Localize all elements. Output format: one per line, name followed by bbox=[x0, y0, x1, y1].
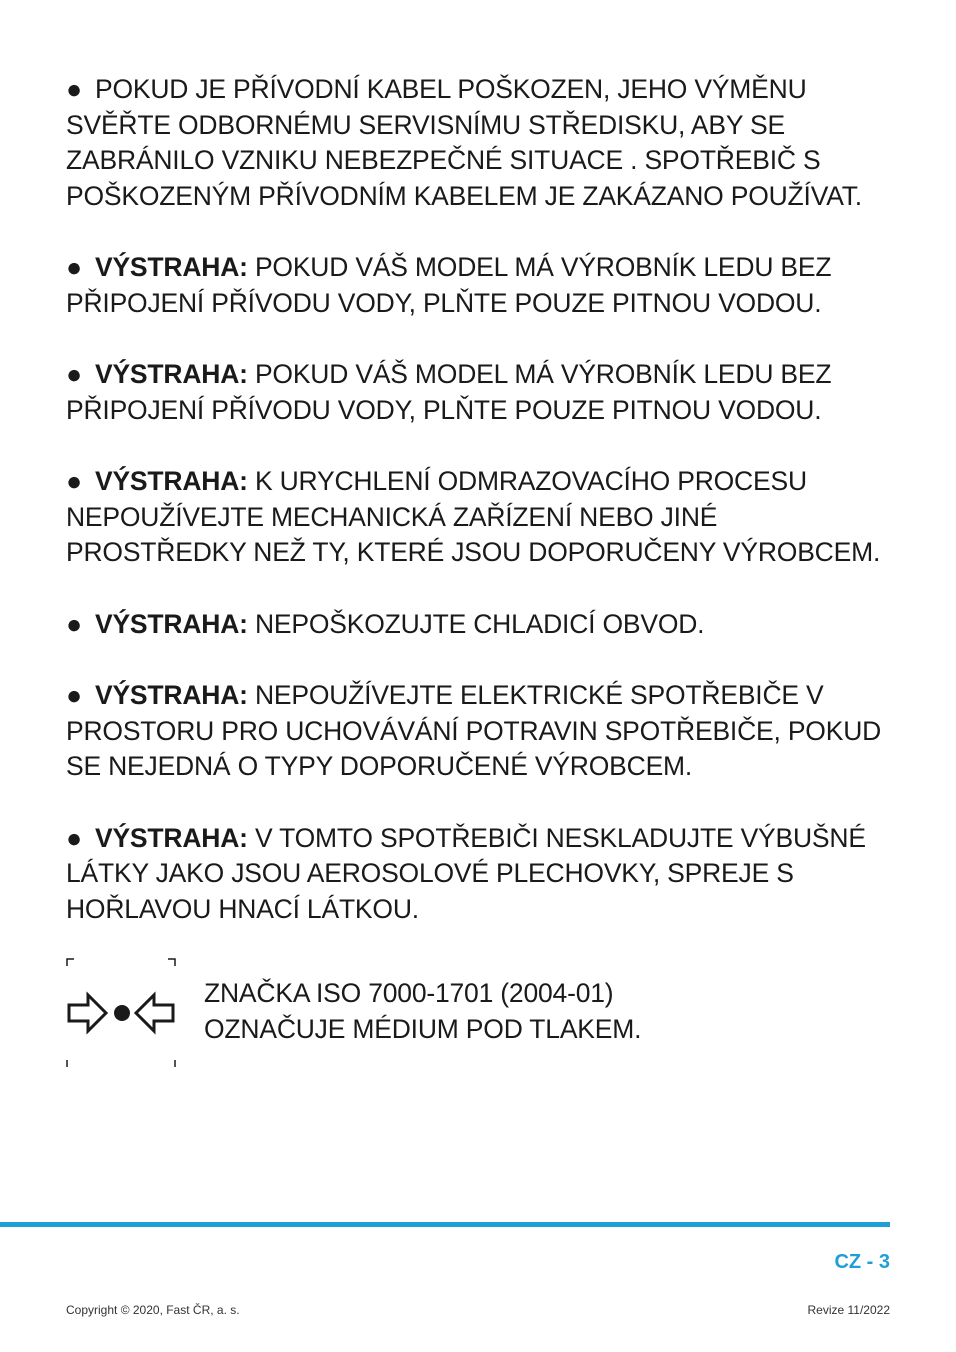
warning-label: VÝSTRAHA: bbox=[94, 608, 248, 639]
warning-text: V TOMTO SPOTŘEBIČI NESKLADUJTE VÝBUŠNÉ LÁTKY JAKO JSOU AEROSOLOVÉ PLECHOVKY, SPREJE S HOŘLAVOU HNACÍ LÁTKOU. bbox=[66, 822, 866, 924]
footer-divider bbox=[0, 1222, 890, 1227]
bullet: ● bbox=[66, 608, 89, 639]
warning-text: NEPOUŽÍVEJTE ELEKTRICKÉ SPOTŘEBIČE V PROSTORU PRO UCHOVÁVÁNÍ POTRAVIN SPOTŘEBIČE, POKUD SE NEJEDNÁ O TYPY DOPORUČENÉ VÝROBCEM. bbox=[66, 680, 882, 781]
symbol-caption-line2: OZNAČUJE MÉDIUM POD TLAKEM. bbox=[204, 1013, 642, 1044]
bullet: ● bbox=[66, 74, 89, 104]
warning-paragraph bbox=[66, 678, 896, 785]
pressurized-medium-icon bbox=[66, 958, 176, 1068]
warning-paragraph bbox=[66, 357, 896, 428]
warning-label: VÝSTRAHA: bbox=[94, 252, 248, 282]
bullet: ● bbox=[66, 252, 89, 282]
warning-text: POKUD VÁŠ MODEL MÁ VÝROBNÍK LEDU BEZ PŘIPOJENÍ PŘÍVODU VODY, PLŇTE POUZE PITNOU VODOU. bbox=[66, 252, 832, 318]
bullet: ● bbox=[66, 359, 89, 389]
revision-text: Revize 11/2022 bbox=[807, 1303, 890, 1317]
warning-text: POKUD JE PŘÍVODNÍ KABEL POŠKOZEN, JEHO VÝMĚNU SVĚŘTE ODBORNÉMU SERVISNÍMU STŘEDISKU, ABY SE ZABRÁNILO VZNIKU NEBEZPEČNÉ SITUACE . SPOTŘEBIČ S POŠKOZENÝM PŘÍVODNÍM KABELEM JE ZAKÁZANO POUŽÍVAT. bbox=[66, 74, 862, 211]
warning-text: POKUD VÁŠ MODEL MÁ VÝROBNÍK LEDU BEZ PŘIPOJENÍ PŘÍVODU VODY, PLŇTE POUZE PITNOU VODOU. bbox=[66, 359, 832, 425]
bullet: ● bbox=[66, 680, 89, 710]
symbol-caption bbox=[204, 976, 641, 1047]
copyright-text: Copyright © 2020, Fast ČR, a. s. bbox=[66, 1303, 240, 1317]
warning-paragraph bbox=[66, 607, 896, 643]
page-number: CZ - 3 bbox=[834, 1251, 890, 1273]
warning-paragraph bbox=[66, 464, 896, 571]
warning-text: NEPOŠKOZUJTE CHLADICÍ OBVOD. bbox=[254, 608, 705, 639]
warning-label: VÝSTRAHA: bbox=[94, 680, 248, 710]
warning-paragraph bbox=[66, 821, 896, 928]
warning-label: VÝSTRAHA: bbox=[94, 359, 248, 389]
warning-paragraph bbox=[66, 72, 896, 214]
symbol-caption-line1: ZNAČKA ISO 7000-1701 (2004-01) bbox=[204, 978, 614, 1008]
warning-label: VÝSTRAHA: bbox=[94, 466, 248, 496]
iso-symbol-row bbox=[66, 958, 896, 1068]
bullet: ● bbox=[66, 822, 89, 853]
bullet: ● bbox=[66, 466, 89, 496]
warning-text: K URYCHLENÍ ODMRAZOVACÍHO PROCESU NEPOUŽÍVEJTE MECHANICKÁ ZAŘÍZENÍ NEBO JINÉ PROSTŘEDKY NEŽ TY, KTERÉ JSOU DOPORUČENY VÝROBCEM. bbox=[66, 466, 881, 567]
warnings-list bbox=[66, 72, 896, 963]
warning-label: VÝSTRAHA: bbox=[94, 822, 248, 853]
warning-paragraph bbox=[66, 250, 896, 321]
